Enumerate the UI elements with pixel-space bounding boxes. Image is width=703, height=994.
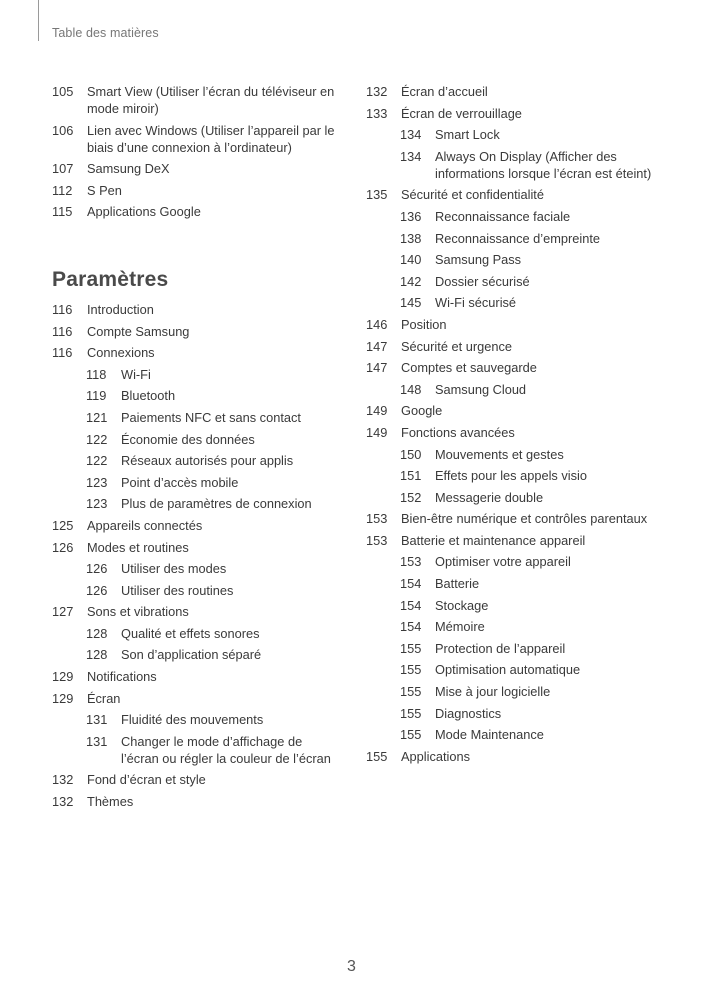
toc-entry[interactable] xyxy=(366,184,676,206)
toc-page-number: 119 xyxy=(86,388,107,404)
toc-page-number: 154 xyxy=(400,576,422,592)
toc-entry-title: Sécurité et urgence xyxy=(401,338,512,354)
toc-entry[interactable] xyxy=(52,385,342,407)
toc-entry[interactable] xyxy=(366,103,676,125)
toc-entry-title: Reconnaissance faciale xyxy=(435,208,571,224)
toc-page-number: 129 xyxy=(52,690,74,706)
page-number: 3 xyxy=(347,958,356,975)
toc-entry[interactable] xyxy=(366,336,676,358)
toc-page-number: 142 xyxy=(400,273,422,289)
toc-entry-title: Réseaux autorisés pour applis xyxy=(121,453,294,469)
toc-page-number: 133 xyxy=(366,105,388,121)
toc-page-number: 154 xyxy=(400,619,422,635)
toc-entry[interactable] xyxy=(52,321,342,343)
toc-entry[interactable] xyxy=(366,573,676,595)
toc-page-number: 149 xyxy=(366,403,388,419)
toc-entry-title: Reconnaissance d’empreinte xyxy=(435,230,601,246)
toc-entry-title: Utiliser des modes xyxy=(121,561,227,577)
toc-entry[interactable] xyxy=(52,472,342,494)
toc-entry-title: Stockage xyxy=(435,597,489,613)
toc-page-number: 118 xyxy=(86,366,107,382)
toc-page-number: 116 xyxy=(52,301,73,317)
toc-entry-title: Son d’application séparé xyxy=(121,647,262,663)
toc-page-number: 134 xyxy=(400,127,422,143)
toc-page-number: 122 xyxy=(86,453,108,469)
toc-page-number: 151 xyxy=(400,468,422,484)
toc-entry-title: Mode Maintenance xyxy=(435,727,544,743)
toc-entry-title: Lien avec Windows (Utiliser l’appareil par le biais d’une connexion à l’ordinateur) xyxy=(87,122,335,155)
toc-entry[interactable] xyxy=(366,249,676,271)
toc-page-number: 132 xyxy=(366,84,388,99)
toc-entry[interactable] xyxy=(52,688,342,710)
toc-page-number: 153 xyxy=(400,554,422,570)
toc-entry[interactable] xyxy=(366,487,676,509)
toc-entry[interactable] xyxy=(52,120,342,159)
toc-left-column xyxy=(52,81,342,813)
toc-left-top-list xyxy=(52,81,342,223)
toc-entry[interactable] xyxy=(366,508,676,530)
toc-page-number: 131 xyxy=(86,733,108,749)
toc-entry[interactable] xyxy=(52,791,342,813)
toc-entry[interactable] xyxy=(366,659,676,681)
toc-page-number: 145 xyxy=(400,295,422,311)
toc-entry-title: Modes et routines xyxy=(87,539,189,555)
toc-entry-title: Fonctions avancées xyxy=(401,424,515,440)
toc-page-number: 146 xyxy=(366,316,388,332)
toc-entry[interactable] xyxy=(52,666,342,688)
toc-page-number: 115 xyxy=(52,204,73,220)
toc-page-number: 155 xyxy=(400,705,422,721)
toc-page-number: 121 xyxy=(86,409,108,425)
toc-entry[interactable] xyxy=(52,537,342,559)
toc-page-number: 148 xyxy=(400,381,422,397)
toc-entry-title: Écran d’accueil xyxy=(401,84,488,99)
toc-entry-title: Position xyxy=(401,316,447,332)
toc-entry[interactable] xyxy=(366,422,676,444)
toc-entry-title: Samsung Pass xyxy=(435,252,522,268)
toc-entry[interactable] xyxy=(366,595,676,617)
toc-right-list xyxy=(366,81,676,767)
toc-entry-title: Économie des données xyxy=(121,431,255,447)
toc-entry-title: Compte Samsung xyxy=(87,323,190,339)
toc-page-number: 154 xyxy=(400,597,422,613)
toc-entry[interactable] xyxy=(52,623,342,645)
toc-page-number: 129 xyxy=(52,669,74,685)
toc-entry[interactable] xyxy=(52,644,342,666)
toc-page-number: 116 xyxy=(52,345,73,361)
toc-entry-title: Fond d’écran et style xyxy=(87,772,206,788)
toc-entry[interactable] xyxy=(52,515,342,537)
toc-entry[interactable] xyxy=(366,271,676,293)
toc-entry-title: Dossier sécurisé xyxy=(435,273,530,289)
toc-settings-list xyxy=(52,299,342,813)
toc-page-number: 136 xyxy=(400,208,422,224)
toc-entry[interactable] xyxy=(52,709,342,731)
toc-entry-title: Plus de paramètres de connexion xyxy=(121,496,312,512)
toc-page-number: 131 xyxy=(86,712,108,728)
toc-entry-title: Samsung Cloud xyxy=(435,381,527,397)
toc-entry-title: Connexions xyxy=(87,345,155,361)
toc-entry-title: Fluidité des mouvements xyxy=(121,712,264,728)
toc-entry-title: Qualité et effets sonores xyxy=(121,625,260,641)
toc-entry[interactable] xyxy=(366,530,676,552)
toc-page-number: 140 xyxy=(400,252,422,268)
toc-entry-title: Introduction xyxy=(87,301,154,317)
toc-entry-title: Notifications xyxy=(87,669,157,685)
toc-page-number: 153 xyxy=(366,511,388,527)
toc-entry[interactable] xyxy=(52,450,342,472)
toc-entry[interactable] xyxy=(52,493,342,515)
header-divider-line xyxy=(38,0,39,41)
toc-entry-title: Comptes et sauvegarde xyxy=(401,360,537,376)
toc-page-number: 126 xyxy=(86,582,108,598)
toc-entry-title: Appareils connectés xyxy=(87,517,203,533)
toc-entry-title: Mémoire xyxy=(435,619,485,635)
toc-entry[interactable] xyxy=(366,703,676,725)
toc-page-number: 112 xyxy=(52,182,73,198)
toc-entry-title: Changer le mode d’affichage de l’écran ou régler la couleur de l’écran xyxy=(121,733,331,766)
toc-entry-title: Batterie xyxy=(435,576,480,592)
section-title-parametres: Paramètres xyxy=(52,267,169,291)
toc-page-number: 123 xyxy=(86,496,108,512)
toc-entry-title: Bluetooth xyxy=(121,388,176,404)
toc-entry-title: Applications xyxy=(401,748,471,764)
toc-entry[interactable] xyxy=(52,342,342,364)
toc-page-number: 147 xyxy=(366,360,388,376)
running-header: Table des matières xyxy=(52,26,159,40)
toc-entry[interactable] xyxy=(52,201,342,223)
toc-page-number: 128 xyxy=(86,625,108,641)
toc-entry-title: Mouvements et gestes xyxy=(435,446,564,462)
toc-page-number: 155 xyxy=(366,748,388,764)
toc-page-number: 132 xyxy=(52,794,74,810)
toc-page-number: 152 xyxy=(400,489,422,505)
toc-entry-title: Messagerie double xyxy=(435,489,544,505)
toc-entry[interactable] xyxy=(366,638,676,660)
toc-page-number: 155 xyxy=(400,684,422,700)
toc-entry[interactable] xyxy=(52,580,342,602)
toc-entry[interactable] xyxy=(366,314,676,336)
toc-page-number: 155 xyxy=(400,662,422,678)
toc-page-number: 116 xyxy=(52,323,73,339)
toc-entry-title: Wi-Fi sécurisé xyxy=(435,295,517,311)
toc-entry-title: Bien-être numérique et contrôles parentaux xyxy=(401,511,648,527)
toc-entry-title: Optimiser votre appareil xyxy=(435,554,571,570)
toc-entry[interactable] xyxy=(366,724,676,746)
toc-entry-title: Utiliser des routines xyxy=(121,582,234,598)
toc-page-number: 155 xyxy=(400,640,422,656)
toc-entry-title: Diagnostics xyxy=(435,705,502,721)
toc-entry-title: Wi-Fi xyxy=(121,366,151,382)
toc-page-number: 132 xyxy=(52,772,74,788)
toc-entry[interactable] xyxy=(52,769,342,791)
toc-entry[interactable] xyxy=(366,616,676,638)
toc-entry[interactable] xyxy=(366,379,676,401)
toc-page-number: 134 xyxy=(400,148,422,164)
toc-entry-title: Smart View (Utiliser l’écran du téléviseur en mode miroir) xyxy=(87,84,335,116)
toc-entry[interactable] xyxy=(366,228,676,250)
toc-page-number: 123 xyxy=(86,474,108,490)
toc-entry[interactable] xyxy=(52,81,342,120)
toc-entry-title: Thèmes xyxy=(87,794,134,810)
toc-entry-title: Applications Google xyxy=(87,204,201,220)
toc-entry[interactable] xyxy=(366,400,676,422)
toc-page-number: 125 xyxy=(52,517,74,533)
toc-page-number: 105 xyxy=(52,84,74,99)
toc-right-column xyxy=(366,81,676,767)
toc-entry-title: Écran de verrouillage xyxy=(401,105,522,121)
toc-entry-title: Mise à jour logicielle xyxy=(435,684,551,700)
toc-entry-title: S Pen xyxy=(87,182,122,198)
toc-entry[interactable] xyxy=(366,124,676,146)
toc-page-number: 153 xyxy=(366,532,388,548)
toc-page-number: 107 xyxy=(52,161,74,177)
toc-entry[interactable] xyxy=(52,299,342,321)
toc-entry[interactable] xyxy=(366,551,676,573)
toc-entry[interactable] xyxy=(52,158,342,180)
toc-page-number: 127 xyxy=(52,604,74,620)
toc-page-number: 128 xyxy=(86,647,108,663)
toc-entry[interactable] xyxy=(366,206,676,228)
toc-entry[interactable] xyxy=(366,81,676,103)
toc-entry-title: Google xyxy=(401,403,443,419)
toc-entry-title: Écran xyxy=(87,690,121,706)
toc-entry[interactable] xyxy=(52,180,342,202)
toc-entry-title: Point d’accès mobile xyxy=(121,474,239,490)
toc-entry[interactable] xyxy=(52,364,342,386)
toc-entry-title: Smart Lock xyxy=(435,127,500,143)
toc-entry-title: Sécurité et confidentialité xyxy=(401,187,544,203)
toc-page-number: 149 xyxy=(366,424,388,440)
toc-entry[interactable] xyxy=(52,429,342,451)
toc-entry-title: Batterie et maintenance appareil xyxy=(401,532,586,548)
toc-page-number: 150 xyxy=(400,446,422,462)
toc-entry-title: Protection de l’appareil xyxy=(435,640,566,656)
toc-entry[interactable] xyxy=(366,357,676,379)
toc-entry-title: Samsung DeX xyxy=(87,161,170,177)
toc-entry-title: Optimisation automatique xyxy=(435,662,581,678)
toc-entry[interactable] xyxy=(366,681,676,703)
toc-entry-title: Paiements NFC et sans contact xyxy=(121,409,301,425)
toc-page-number: 126 xyxy=(86,561,108,577)
toc-entry[interactable] xyxy=(366,444,676,466)
toc-entry[interactable] xyxy=(52,731,342,770)
toc-entry[interactable] xyxy=(52,407,342,429)
toc-entry[interactable] xyxy=(366,465,676,487)
toc-entry[interactable] xyxy=(52,601,342,623)
toc-entry[interactable] xyxy=(366,292,676,314)
toc-page-number: 155 xyxy=(400,727,422,743)
toc-entry[interactable] xyxy=(366,746,676,768)
toc-page-number: 122 xyxy=(86,431,108,447)
toc-entry-title: Always On Display (Afficher des informations lorsque l’écran est éteint) xyxy=(435,148,652,181)
toc-page-number: 135 xyxy=(366,187,388,203)
toc-page-number: 106 xyxy=(52,122,74,138)
toc-entry-title: Effets pour les appels visio xyxy=(435,468,587,484)
toc-page-number: 147 xyxy=(366,338,388,354)
toc-entry[interactable] xyxy=(366,146,676,185)
toc-page-number: 138 xyxy=(400,230,422,246)
toc-page-number: 126 xyxy=(52,539,74,555)
toc-entry[interactable] xyxy=(52,558,342,580)
toc-entry-title: Sons et vibrations xyxy=(87,604,189,620)
